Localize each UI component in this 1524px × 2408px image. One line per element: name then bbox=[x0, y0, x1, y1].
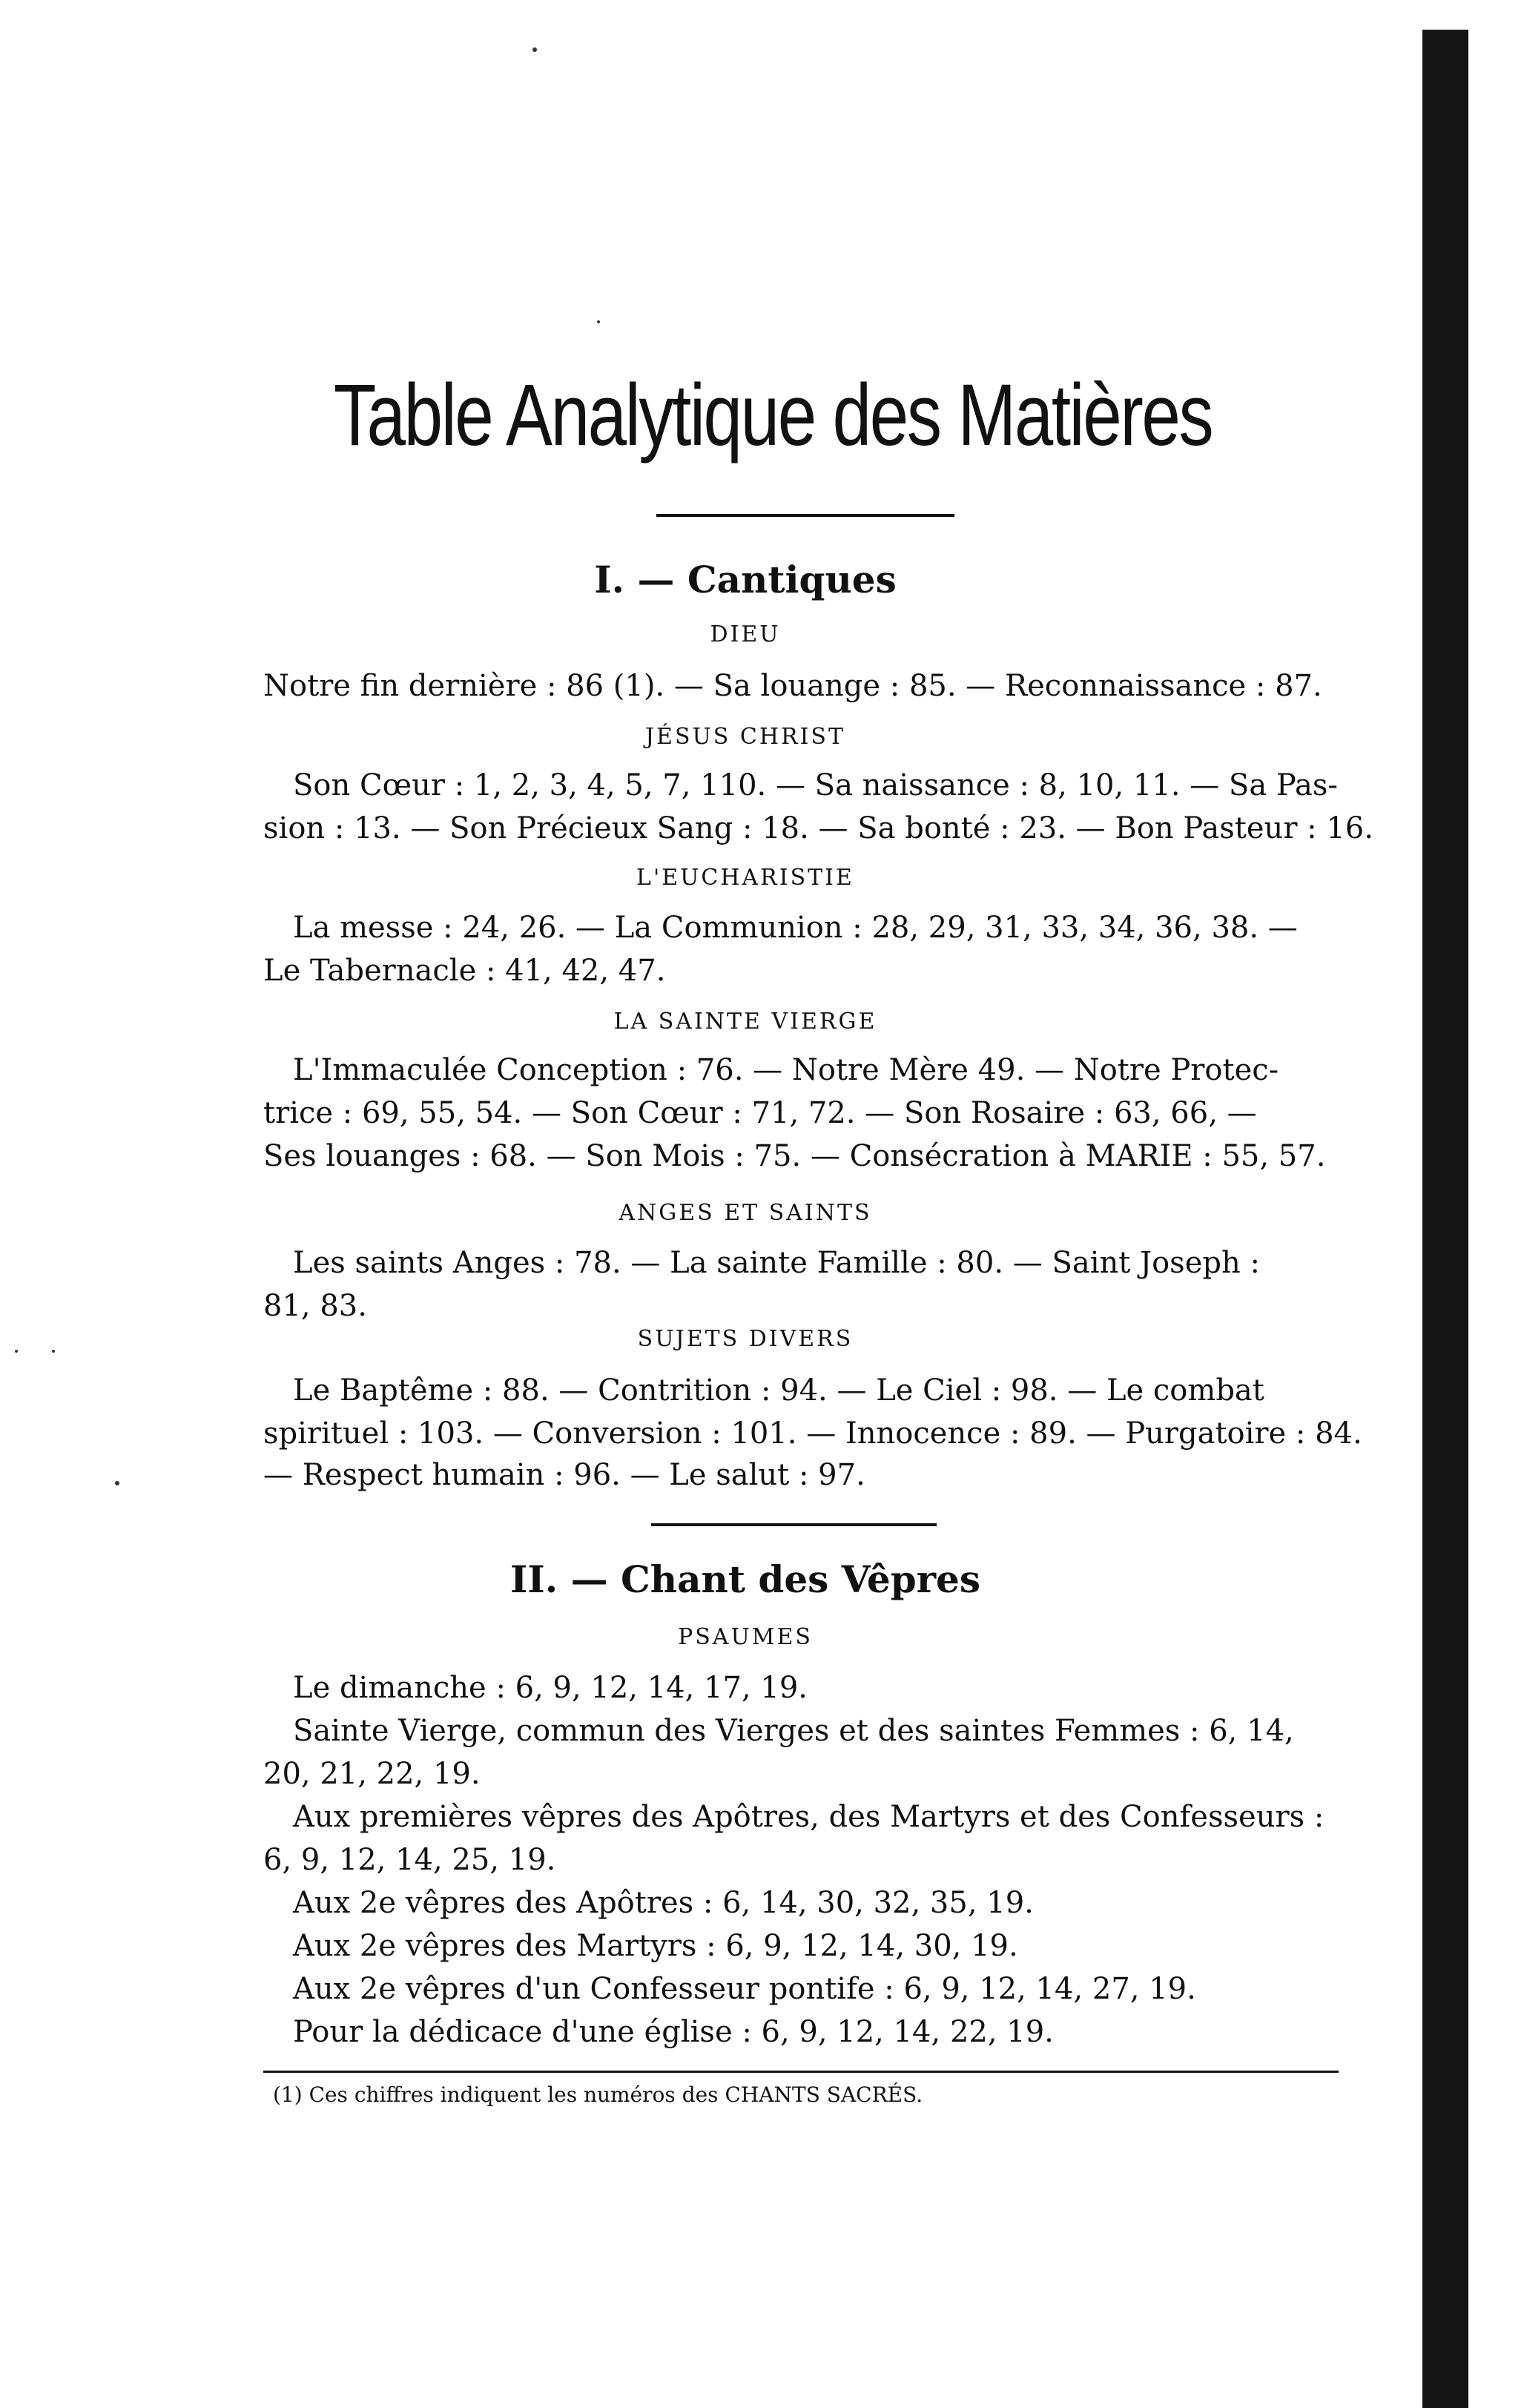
index-line: Sainte Vierge, commun des Vierges et des saintes Femmes : 6, 14, bbox=[293, 1714, 1294, 1748]
group-heading: DIEU bbox=[710, 621, 781, 647]
index-line: 81, 83. bbox=[263, 1289, 367, 1323]
group-heading: L'EUCHARISTIE bbox=[636, 865, 854, 891]
index-line: Aux 2e vêpres d'un Confesseur pontife : 6, 9, 12, 14, 27, 19. bbox=[293, 1972, 1196, 2006]
index-line: L'Immaculée Conception : 76. — Notre Mère 49. — Notre Protec- bbox=[293, 1053, 1279, 1087]
index-line: Le dimanche : 6, 9, 12, 14, 17, 19. bbox=[293, 1671, 808, 1705]
footnote-rule bbox=[263, 2071, 1339, 2073]
speck bbox=[115, 1481, 119, 1485]
index-line: spirituel : 103. — Conversion : 101. — Innocence : 89. — Purgatoire : 84. bbox=[263, 1416, 1362, 1451]
index-line: trice : 69, 55, 54. — Son Cœur : 71, 72. — Son Rosaire : 63, 66, — bbox=[263, 1096, 1257, 1130]
index-line: Le Baptême : 88. — Contrition : 94. — Le Ciel : 98. — Le combat bbox=[293, 1373, 1264, 1408]
speck bbox=[597, 320, 600, 323]
index-line: Aux 2e vêpres des Apôtres : 6, 14, 30, 32, 35, 19. bbox=[293, 1886, 1034, 1920]
index-line: sion : 13. — Son Précieux Sang : 18. — Sa bonté : 23. — Bon Pasteur : 16. bbox=[263, 811, 1373, 845]
index-line: Notre fin dernière : 86 (1). — Sa louange : 85. — Reconnaissance : 87. bbox=[263, 669, 1322, 703]
page-title: Table Analytique des Matières bbox=[333, 366, 1213, 464]
speck bbox=[532, 47, 537, 52]
index-line: Les saints Anges : 78. — La sainte Famille : 80. — Saint Joseph : bbox=[293, 1246, 1260, 1280]
index-line: Aux premières vêpres des Apôtres, des Martyrs et des Confesseurs : bbox=[293, 1800, 1325, 1834]
group-heading: LA SAINTE VIERGE bbox=[613, 1009, 877, 1035]
index-line: — Respect humain : 96. — Le salut : 97. bbox=[263, 1458, 865, 1492]
section-rule bbox=[651, 1523, 937, 1526]
index-line: La messe : 24, 26. — La Communion : 28, 29, 31, 33, 34, 36, 38. — bbox=[293, 911, 1298, 945]
group-heading: PSAUMES bbox=[678, 1624, 813, 1650]
group-heading: JÉSUS CHRIST bbox=[645, 724, 845, 750]
index-line: Son Cœur : 1, 2, 3, 4, 5, 7, 110. — Sa naissance : 8, 10, 11. — Sa Pas- bbox=[293, 768, 1338, 802]
part1-heading: I. — Cantiques bbox=[594, 558, 897, 601]
group-heading: ANGES ET SAINTS bbox=[618, 1200, 872, 1226]
index-line: Ses louanges : 68. — Son Mois : 75. — Consécration à MARIE : 55, 57. bbox=[263, 1139, 1326, 1173]
footnote: (1) Ces chiffres indiquent les numéros des CHANTS SACRÉS. bbox=[273, 2082, 923, 2107]
index-line: Le Tabernacle : 41, 42, 47. bbox=[263, 954, 666, 988]
part2-heading: II. — Chant des Vêpres bbox=[509, 1557, 980, 1601]
title-rule bbox=[656, 514, 954, 517]
group-heading: SUJETS DIVERS bbox=[637, 1326, 854, 1352]
index-line: Pour la dédicace d'une église : 6, 9, 12, 14, 22, 19. bbox=[293, 2015, 1054, 2049]
index-line: 20, 21, 22, 19. bbox=[263, 1757, 481, 1791]
index-line: 6, 9, 12, 14, 25, 19. bbox=[263, 1843, 556, 1877]
index-line: Aux 2e vêpres des Martyrs : 6, 9, 12, 14, 30, 19. bbox=[293, 1929, 1018, 1963]
